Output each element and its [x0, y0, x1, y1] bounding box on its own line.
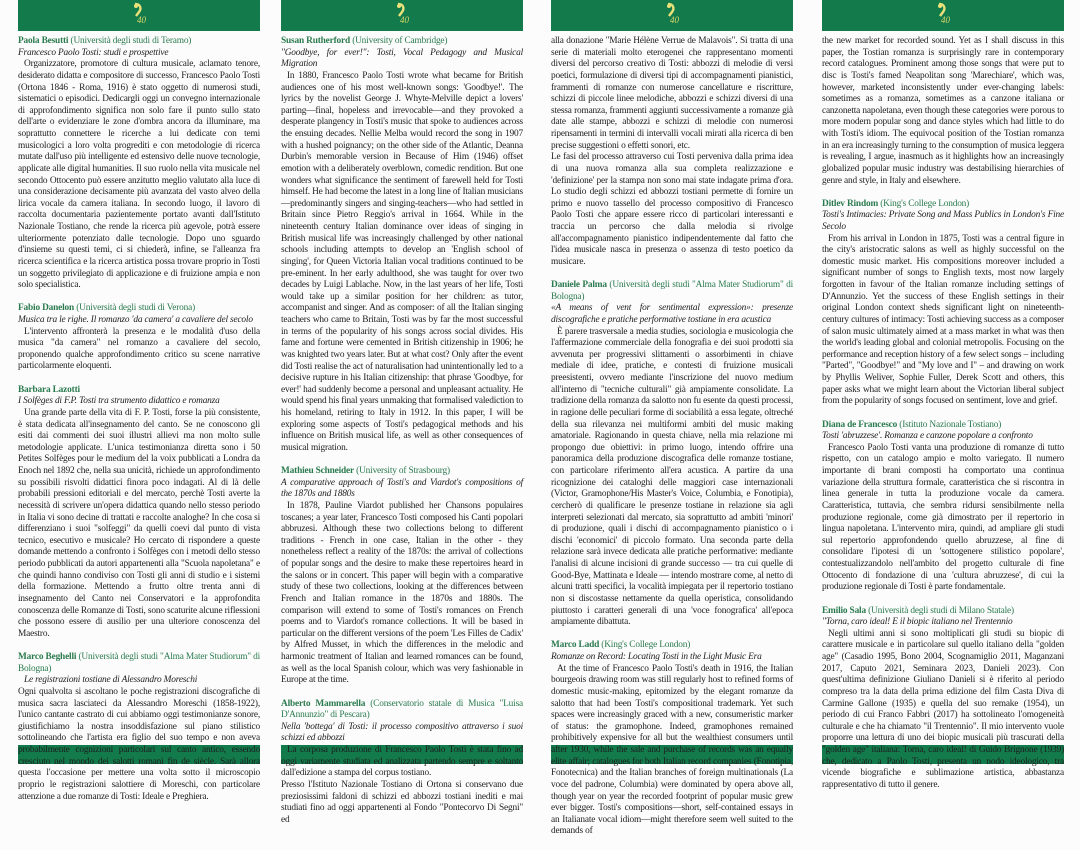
abstract-entry — [551, 280, 793, 629]
abstract-paragraph: La corposa produzione di Francesco Paolo Tosti è stata fino ad oggi variamente studiata ed analizzata partendo sempre e soltanto dall'edizione a stampa del corpus tostiano. — [281, 745, 523, 779]
abstract-paragraph: È parere trasversale a media studies, sociologia e musicologia che l'affermazione commerciale della fonografia e dei suoi prodotti sia avvenuta per progressivi slittamenti o assorbimenti in chiave mediale di idee, pratiche, e contesti di fruizione musicali preesistenti, ovvero mediante l'inscrizione del nuovo medium all'interno di "tecniche culturali" già ampiamente consolidate. La tradizione della romanza da salotto non fu esente da questi processi, in ragione delle peculiari forme di sociabilità a essa legate, oltreché della sua rilevanza nei multiformi ambiti del music making amatoriale. Ragionando in questa chiave, nella mia relazione mi propongo due obiettivi: in primo luogo, intendo offrire una panoramica della produzione discografica delle romanze tostiane, con particolare riferimento all'era acustica. A partire da una ricognizione dei cataloghi delle maggiori case internazionali (Victor, Gramophone/His Master's Voice, Columbia, e Fonotipia), cercherò di qualificare le presenze tostiane in relazione sia agli interpreti selezionati dal mercato, sia soprattutto ad ambiti 'minori' di produzione, quali i dischi di accompagnamento pianistico o i dischi 'economici' di piccolo formato. Una seconda parte della relazione sarà invece dedicata alle pratiche performative: mediante l'analisi di alcune incisioni di grande successo — tra cui quelle di Good-Bye, Mattinata e Ideale — intendo mostrare come, al netto di alcuni tratti specifici, la vocalità impiegata per il repertorio tostiano non si discostasse nettamente da quella operistica, consolidando piuttosto i caratteri generali di una 'voce fonografica' all'epoca ampiamente dibattuta. — [551, 326, 793, 628]
abstract-paragraph: Una grande parte della vita di F. P. Tosti, forse la più consistente, è stata dedicata all'insegnamento del canto. Se ne conoscono gli esiti dai commenti dei suoi illustri allievi ma non molto sulle metodologie applicate. L'unica testimonianza diretta sono i 50 Petites Solfèges pour le medium del la voix pubblicati a Londra da Enoch nel 1892 che, nella sua unicità, richiede un approfondimento su possibili risvolti didattici finora poco indagati. Al di là delle probabili pressioni editoriali e del mercato, perchè Tosti averte la necessità di scrivere un'opera didattica quando nello stesso periodo in Italia vi sono decine di trattati e raccolte analoghe? In che cosa si differenziano i suoi "solfeggi" da quelli coevi dal punto di vista tecnico, esecutivo e musicale? Ho cercato di rispondere a queste domande mettendo a confronto i Solfèges con i metodi dello stesso periodo pubblicati da autori appartenenti alla "Scuola napoletana" e che quindi hanno condiviso con Tosti gli anni di studio e i sistemi della formazione. Mettendo a frutto oltre trenta anni di insegnamento del Canto nei Conservatori e la approfondita conoscenza delle Romanze di Tosti, sono scaturite alcune riflessioni che possono essere di ausilio per una ulteriore conoscenza del Maestro. — [18, 407, 260, 639]
abstract-continuation — [551, 36, 793, 269]
talk-title: Tosti's Intimacies: Private Song and Mass Publics in London's Fine Secolo — [822, 210, 1064, 232]
page-column — [18, 0, 260, 802]
abstract-paragraph: alla donazione "Marie Hélène Verrue de Malavois". Si tratta di una serie di materiali molto eterogenei che rappresentano momenti diversi del percorso creativo di Tosti: abbozzi di melodie di versi poetici, formulazione di diversi tipi di accompagnamenti pianistici, frammenti di romanze con numerose cancellature e riscritture, schizzi di piccole linee melodiche, abbozzi e schizzi diversi di una stessa romanza, frammenti aggiunti successivamente a romanze già date alle stampe, abbozzi e schizzi di melodie con numerosi ripensamenti in termini di intervalli vocali mirati alla ricerca di ben precise suggestioni o effetti sonori, etc. — [551, 36, 793, 151]
header-band — [551, 0, 793, 31]
speaker-name: Marco Beghelli — [18, 652, 77, 663]
abstract-entry — [551, 640, 793, 838]
abstract-paragraph: Negli ultimi anni si sono moltiplicati gli studi su biopic di carattere musicale e in particolare sul quello italiano della "golden age" (Casadio 1995, Bono 2004, Scognamiglio 2011, Maganzani 2017, Caputo 2021, Seminara 2023, Danieli 2023). Con quest'ultima definizione Giuliano Danieli si è riferito al periodo compreso tra la data della prima edizione del film Casta Diva di Carmine Gallone (1935) e quella del suo remake (1954), un periodo di cui Franco Fabbri (2017) ha sottolineato l'omogeneità culturale e che ha chiamato "il Trentennio". Il mio intervento vuole proporre una lettura di uno dei biopic musicali più trascurati della "golden age" italiana: Torna, caro ideal! di Guido Brignone (1939) che, dedicato a Paolo Tosti, presenta un nodo ideologico, tra vicende biografiche e sublimazione artistica, abbastanza rappresentativo di tutto il genere. — [822, 628, 1064, 790]
speaker-heading — [551, 280, 793, 303]
speaker-heading — [822, 199, 1064, 211]
speaker-name: Fabio Danelon — [18, 303, 75, 314]
column-content — [18, 36, 260, 815]
speaker-name: Paola Besutti — [18, 36, 69, 46]
header-band — [18, 0, 260, 31]
talk-title: Tosti 'abruzzese'. Romanza e canzone popolare a confronto — [822, 431, 1033, 442]
talk-title: A comparative approach of Tosti's and Viardot's compositions of the 1870s and 1880s — [281, 477, 523, 500]
abstract-entry — [822, 420, 1064, 594]
speaker-heading — [18, 652, 260, 675]
speaker-affiliation: (Università degli studi di Milano Statale) — [868, 605, 1014, 616]
speaker-affiliation: (King's College London) — [880, 198, 970, 209]
abstract-entry — [18, 385, 260, 641]
tosti-conference-logo-icon — [129, 1, 149, 30]
speaker-heading — [822, 420, 1064, 432]
talk-title: Nella 'bottega' di Tosti: il processo compositivo attraverso i suoi schizzi ed abbozzi — [281, 721, 523, 744]
speaker-name: Alberto Mammarella — [281, 698, 366, 709]
svg-text:40: 40 — [670, 15, 679, 25]
talk-title: "Goodbye, for ever!": Tosti, Vocal Pedagogy and Musical Migration — [281, 47, 523, 70]
talk-title: «A means of vent for sentimental expression»: presenze discografiche e pratiche performative tostiane in era acustica — [551, 303, 793, 325]
speaker-name: Susan Rutherford — [281, 36, 351, 46]
svg-text:40: 40 — [400, 15, 409, 25]
abstract-paragraph: the new market for recorded sound. Yet as I shall discuss in this paper, the Tostian romanza is surprisingly rare in contemporary record catalogues. Prominent among those songs that were put to disc is Tosti's famed Neapolitan song 'Marechiare', which was, however, marketed inconsistently under ever-changing labels: sometimes as a romanza, sometimes as a canzone italiana or canzonetta napoletana, even though these categories were porous to more modern popular song and dance styles which had little to do with Tosti's idiom. The equivocal position of the Tostian romanza in an era increasingly turning to the consumption of musica leggera is revealing, I argue, inasmuch as it highlights how an increasingly globalized popular music industry was destabilising hierarchies of genre and style, in Italy and elsewhere. — [822, 36, 1064, 186]
speaker-name: Mathieu Schneider — [281, 466, 354, 477]
abstract-entry — [822, 199, 1064, 408]
header-band — [281, 0, 523, 31]
talk-title: Romanze on Record: Locating Tosti in the Light Music Era — [551, 652, 762, 663]
speaker-affiliation: (Università degli studi "Alma Mater Studiorum" di Bologna) — [551, 280, 794, 302]
speaker-affiliation: (Università degli studi di Teramo) — [70, 36, 192, 46]
tosti-conference-logo-icon — [662, 1, 682, 30]
speaker-heading — [281, 36, 523, 48]
speaker-affiliation: (King's College London) — [601, 640, 691, 651]
speaker-name: Daniele Palma — [551, 280, 607, 291]
speaker-name: Diana de Francesco — [822, 419, 898, 430]
speaker-heading — [281, 699, 523, 722]
talk-title: Musica tra le righe. Il romanzo 'da camera' a cavaliere del secolo — [18, 314, 253, 325]
abstract-paragraph: In 1880, Francesco Paolo Tosti wrote what became for British audiences one of his most well-known songs: 'Goodbye!'. The lyrics by the novelist George J. Whyte-Melville depict a lovers' parting—final, hopeless and irrevocable—and they provoked a desperate plangency in Tosti's music that spoke to audiences across the ensuing decades. Nellie Melba would record the song in 1907 with a hushed poignancy; on the other side of the Atlantic, Deanna Durbin's memorable version in Because of Him (1946) offset emotion with a deliberately overblown, comedic rendition. But one wonders what significance the sentiment of farewell held for Tosti himself. He had become the latest in a long line of Italian musicians—predominantly singers and singing-teachers—who had settled in Britain since Pietro Reggio's arrival in 1664. While in the nineteenth century Italian dominance over ideas of singing in British musical life was increasingly challenged by other national schools including attempts to develop an 'English school of singing', for Queen Victoria Italian vocal traditions continued to be pre-eminent. In her early adulthood, she was taught for over two decades by Luigi Lablache. Now, in the last years of her life, Tosti would take up a similar position for her children: as tutor, accompanist and singer. And as composer: of all the Italian singing teachers who came to Britain, Tosti was by far the most successful in terms of the popularity of his songs across social divides. His fame and fortune were cemented in British citizenship in 1906; he was knighted two years later. But at what cost? Only after the event did Tosti realise the act of naturalisation had unintentionally led to a decisive rupture in his Italian citizenship: that phrase 'Goodbye, for ever!' had suddenly become a personal and unpleasant actuality. He would spend his final years unmaking that formalised valediction to his homeland, retiring to Italy in 1912. In this paper, I will be exploring some aspects of Tosti's pedagogical methods and his influence on British musical life, as well as other consequences of musical migration. — [281, 70, 523, 453]
abstract-paragraph: Francesco Paolo Tosti vanta una produzione di romanze di tutto rispetto, con un catalogo ampio e molto variegato. Il numero importante di brani composti ha comportato una continua variazione della struttura formale, caratteristica che si riscontra in linea generale in tutta la produzione vocale da camera. Caratteristica, tuttavia, che sembra ridursi sensibilmente nella produzione regionale, come già dimostrato per il repertorio in lingua napoletana. L'intervento mira, quindi, ad ampliare gli studi sul repertorio approfondendo quello abruzzese, al fine di consolidare l'ipotesi di un 'sottogenere stilistico popolare', contestualizzandolo nell'ambito del progetto culturale di fine Ottocento di fondazione di una 'cultura abruzzese', di cui la produzione regionale di Tosti è parte fondamentale. — [822, 442, 1064, 593]
abstract-entry — [281, 699, 523, 827]
speaker-heading — [281, 466, 523, 478]
abstract-paragraph: Le fasi del processo attraverso cui Tosti perveniva dalla prima idea di una nuova romanza alla sua completa realizzazione e 'definizione' per la stampa non sono mai state indagate prima d'ora. Lo studio degli schizzi ed abbozzi tostiani permette di fornire un primo e nuovo tassello del processo compositivo di Francesco Paolo Tosti che appare essere ricco di particolari interessanti e traccia un percorso che dalla melodia si rivolge all'accompagnamento pianistico indipendentemente dal fatto che l'idea musicale nasca in presenza o assenza di testo poetico da musicare. — [551, 152, 793, 267]
abstract-continuation — [822, 36, 1064, 187]
page-column — [551, 0, 794, 837]
page-column — [281, 0, 524, 825]
talk-title: Francesco Paolo Tosti: studi e prospettive — [18, 47, 169, 58]
speaker-name: Emilio Sala — [822, 605, 866, 616]
speaker-heading — [551, 640, 793, 652]
page-column — [822, 0, 1064, 790]
tosti-conference-logo-icon — [392, 1, 412, 30]
tosti-conference-logo-icon — [933, 1, 953, 30]
column-content — [822, 36, 1064, 803]
speaker-affiliation: (University of Strasbourg) — [356, 466, 450, 477]
talk-title: "Torna, caro ideal! E il biopic italiano nel Trentennio — [822, 617, 1013, 628]
column-content — [281, 36, 523, 838]
speaker-heading — [18, 303, 260, 315]
speaker-affiliation: (Università degli studi "Alma Mater Studiorum" di Bologna) — [18, 652, 260, 674]
talk-title: Le registrazioni tostiane di Alessandro Moreschi — [24, 675, 198, 686]
speaker-affiliation: (Università degli studi di Verona) — [76, 303, 196, 314]
speaker-affiliation: (Conservatorio statale di Musica "Luisa D'Annunzio" di Pescara) — [281, 698, 524, 721]
column-content — [551, 36, 793, 850]
speaker-name: Ditlev Rindom — [822, 198, 879, 209]
abstract-entry — [281, 466, 523, 687]
abstract-paragraph: L'intervento affronterà la presenza e le modalità d'uso della musica "da camera" nel romanzo a cavaliere del secolo, proponendo qualche approfondimento critico su scene narrative particolarmente eloquenti. — [18, 326, 260, 372]
abstract-paragraph: From his arrival in London in 1875, Tosti was a central figure in the city's aristocratic salons as well as highly successful on the domestic music market. His compositions moreover included a significant number of songs to English texts, most now largely forgotten in favour of the Italian romanze including settings of D'Annunzio. Yet the success of these English settings in their original London context sheds significant light on nineteenth-century cultures of intimacy: Tosti achieving success as a composer of salon music ultimately aimed at a mass market in what was then the world's leading global and colonial metropolis. Focusing on the performance and reception history of a few select songs – including "Parted", "Goodbye!" and "My love and I" – and drawing on work by Phyllis Weliver, Sophie Fuller, Derek Scott and others, this paper asks what we might learn about the Victorian liberal subject from the popularity of songs focused on sentiment, love and grief. — [822, 233, 1064, 407]
abstract-paragraph: Organizzatore, promotore di cultura musicale, aclamato tenore, desiderato didatta e compositore di successo, Francesco Paolo Tosti (Ortona 1846 - Roma, 1916) è stato oggetto di numerosi studi, sistematici o episodici. Dedicargli oggi un convegno internazionale di approfondimento significa non solo fare il punto sullo stato dell'arte o evidenziare le zone d'ombra ancora da illuminare, ma soprattutto connettere le ricerche a lui dedicate con temi musicologici a loro volta progrediti e con metodologie di ricerca mutate dall'uso più intelligente ed estensivo delle nuove tecnologie, applicate alle digital humanities. Il suo ruolo nella vita musicale nel secondo Ottocento può essere anzitutto meglio valutato alla luce di una considerazione decisamente più avanzata del vasto alveo della lirica vocale da camera italiana. In secondo luogo, il lavoro di raccolta documentaria pazientemente portato avanti dall'Istituto Nazionale Tostiano, che rende la ricerca più agevole, potrà essere ulteriormente potenziato dalle tecnologie. Dopo uno sguardo d'insieme su questi temi, ci si chiederà, infine, se l'alleanza fra ricerca scientifica e la ricerca artistica possa trovare proprio in Tosti un soggetto privilegiato di applicazione e di fruizione ampia e non solo specialistica. — [18, 59, 260, 291]
svg-text:40: 40 — [941, 15, 950, 25]
abstract-paragraph: Presso l'Istituto Nazionale Tostiano di Ortona si conservano due preziosissimi faldoni di schizzi ed abbozzi tostiani inediti e mai studiati fino ad oggi appartenenti al Fondo "Pontecorvo Di Segni" ed — [281, 779, 523, 825]
speaker-affiliation: (Istituto Nazionale Tostiano) — [899, 419, 1002, 430]
abstract-paragraph: Ogni qualvolta si ascoltano le poche registrazioni discografiche di musica sacra lasciateci da Alessandro Moreschi (1858-1922), l'unico cantante castrato di cui abbiamo oggi testimonianze sonore, giustifichiamo la nostra insoddisfazione sul piano stilistico sottolineando che l'artista era figlio del suo tempo e non aveva probabilmente cognizioni particolari sul canto antico, essendo cresciuto nel mondo dei salotti romani fin de siècle. Sarà allora questa l'occasione per mettere una volta sotto il microscopio proprio le registrazioni salottiere di Moreschi, con particolare attenzione a due romanze di Tosti: Ideale e Preghiera. — [18, 686, 260, 802]
abstract-entry — [18, 303, 260, 373]
abstract-entry — [18, 36, 260, 292]
speaker-name: Barbara Lazotti — [18, 384, 80, 395]
svg-text:40: 40 — [137, 15, 146, 25]
abstract-paragraph: In 1878, Pauline Viardot published her Chansons populaires toscanes; a year later, Francesco Tosti composed his Canti popolari abbruzesi. Although these two collections belong to different traditions - French in one case, Italian in the other - they nonetheless reflect a reality of the 1870s: the arrival of collections of popular songs and the desire to make these repertoires heard in the salons or in concert. This paper will begin with a comparative study of these two collections, looking at the differences between French and Italian romance in the 1870s and 1880s. The comparison will extend to some of Tosti's romances on French poems and to Viardot's romance collections. It will be based in particular on the different versions of the poem 'Les Filles de Cadix' by Alfred Musset, in which the differences in the melodic and harmonic treatment of Italian and learned romances can be found, as well as the local Spanish colour, which was very fashionable in Europe at the time. — [281, 500, 523, 686]
speaker-heading — [18, 385, 260, 397]
abstract-entry — [18, 652, 260, 803]
speaker-affiliation: (University of Cambridge) — [352, 36, 448, 46]
header-band — [822, 0, 1064, 31]
speaker-name: Marco Ladd — [551, 640, 600, 651]
speaker-heading — [822, 606, 1064, 618]
abstract-paragraph: At the time of Francesco Paolo Tosti's death in 1916, the Italian bourgeois drawing room was still regularly host to refined forms of domestic music-making, epitomized by the elegant romanze da salotto that had been Tosti's compositional trademark. Yet such spaces were increasingly graced with a new, consumeristic marker of status: the gramophone. Indeed, gramophones remained prohibitively expensive for all but the wealthiest consumers until after 1930, while the sale and purchase of records was an equally elite affair; catalogues for both Italian record companies (Fonotipia, Fonotecnica) and the Italian branches of foreign multinationals (La voce del padrone, Columbia) were dominated by opera above all, though year on year the recorded footprint of popular music grew ever bigger. Tosti's compositions—short, self-contained essays in an Italianate vocal idiom—might therefore seem well suited to the demands of — [551, 663, 793, 837]
abstract-entry — [281, 36, 523, 455]
speaker-heading — [18, 36, 260, 48]
talk-title: I Solfèges di F.P. Tosti tra strumento didattico e romanza — [18, 396, 220, 407]
